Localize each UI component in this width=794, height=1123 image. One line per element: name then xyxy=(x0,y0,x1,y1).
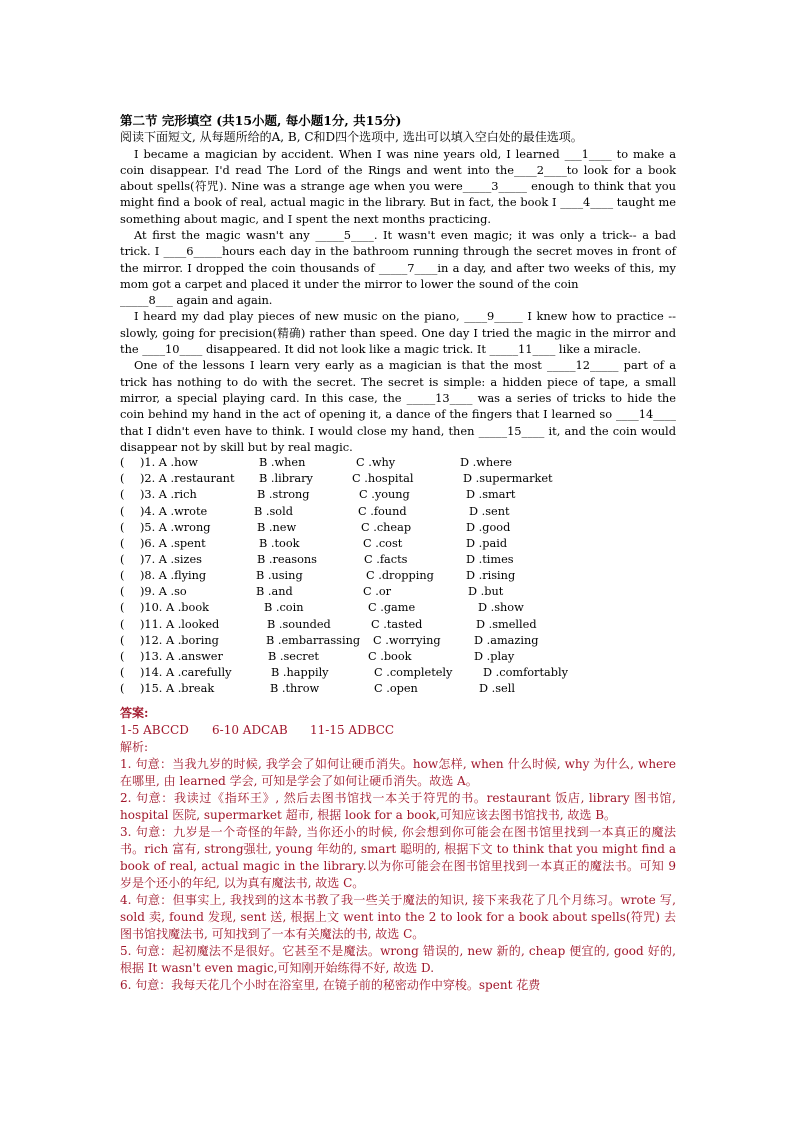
option-a: )15. A .break xyxy=(140,682,215,696)
option-b: B .took xyxy=(259,536,300,550)
passage-paragraph-5: One of the lessons I learn very early as a magician is that the most _____12_____ part of a trick has nothing to do with the secret. The secret is simple: a hidden piece of tape, a small mirror, a special playing card. In this case, the _____13____ was a series of tricks to hide the coin behind my hand in the act of opening it, a dance of the fingers that I learned so ____14____ that I didn't even have to think. I would close my hand, then _____15____ it, and the coin would disappear not by skill but by real magic. xyxy=(120,358,676,454)
option-d: D .paid xyxy=(466,536,508,550)
option-a: )11. A .looked xyxy=(140,617,220,631)
option-c: C .found xyxy=(358,504,407,518)
option-d: D .sent xyxy=(469,504,510,518)
option-row-14 xyxy=(120,665,676,681)
option-a: )6. A .spent xyxy=(140,536,206,550)
option-d: D .comfortably xyxy=(483,665,568,679)
option-b: B .and xyxy=(256,585,293,599)
option-a: )10. A .book xyxy=(140,601,209,615)
option-b: B .new xyxy=(257,520,297,534)
option-b: B .embarrassing xyxy=(266,633,361,647)
option-row-1 xyxy=(120,455,676,471)
answer-group-3: 11-15 ADBCC xyxy=(310,723,395,738)
option-a: )1. A .how xyxy=(140,456,198,470)
explanation-item-1: 1. 句意：当我九岁的时候, 我学会了如何让硬币消失。how怎样, when 什么时候, why 为什么, where 在哪里, 由 learned 学会, 可知是学会了如何让硬币消失。故选 A。 xyxy=(120,757,676,789)
answer-groups xyxy=(120,722,676,739)
option-b: B .secret xyxy=(268,649,319,663)
option-b: B .reasons xyxy=(257,552,317,566)
option-c: C .game xyxy=(368,601,416,615)
option-d: D .show xyxy=(478,601,524,615)
option-row-4 xyxy=(120,504,676,520)
option-c: C .facts xyxy=(364,552,408,566)
option-d: D .smart xyxy=(466,488,516,502)
option-d: D .supermarket xyxy=(463,472,553,486)
answer-paren: ( xyxy=(120,601,125,615)
explanation-item-2: 2. 句意：我读过《指环王》, 然后去图书馆找一本关于符咒的书。restaurant 饭店, library 图书馆, hospital 医院, supermarket 超市, 根据 look for a book,可知应该去图书馆找书, 故选 B。 xyxy=(120,791,676,823)
option-row-12 xyxy=(120,633,676,649)
passage-paragraph-3: _____8___ again and again. xyxy=(120,293,273,308)
option-b: B .happily xyxy=(271,665,329,679)
option-c: C .book xyxy=(368,649,412,663)
option-b: B .throw xyxy=(270,682,320,696)
answer-paren: ( xyxy=(120,504,125,518)
option-b: B .sounded xyxy=(267,617,331,631)
option-b: B .when xyxy=(259,456,306,470)
option-a: )12. A .boring xyxy=(140,633,219,647)
option-row-6 xyxy=(120,536,676,552)
explanation-item-5: 5. 句意：起初魔法不是很好。它甚至不是魔法。wrong 错误的, new 新的, cheap 便宜的, good 好的, 根据 It wasn't even magic,可知刚开始练得不好, 故选 D. xyxy=(120,944,676,976)
option-row-9 xyxy=(120,584,676,600)
passage-paragraph-2: At first the magic wasn't any _____5____. It wasn't even magic; it was only a trick-- a bad trick. I ____6_____hours each day in the bathroom running through the secret moves in front of the mirror. I dropped the coin thousands of _____7____in a day, and after two weeks of this, my mom got a carpet and placed it under the mirror to lower the sound of the coin xyxy=(120,227,676,291)
option-d: D .sell xyxy=(479,682,515,696)
option-row-15 xyxy=(120,681,676,697)
option-b: B .strong xyxy=(257,488,310,502)
explanation-item-4: 4. 句意：但事实上, 我找到的这本书教了我一些关于魔法的知识, 接下来我花了几个月练习。wrote 写, sold 卖, found 发现, sent 送, 根据上文 went into the 2 to look for a book about spells(符咒) 去图书馆找魔法书, 可知找到了一本有关魔法的书, 故选 C。 xyxy=(120,893,676,942)
option-c: C .why xyxy=(356,456,396,470)
answer-paren: ( xyxy=(120,569,125,583)
explanation-item-6: 6. 句意：我每天花几个小时在浴室里, 在镜子前的秘密动作中穿梭。spent 花费 xyxy=(120,978,541,993)
option-row-3 xyxy=(120,487,676,503)
option-d: D .where xyxy=(460,456,512,470)
worksheet-page xyxy=(120,112,676,994)
option-b: B .using xyxy=(256,569,303,583)
option-row-5 xyxy=(120,520,676,536)
answer-paren: ( xyxy=(120,617,125,631)
answer-heading: 答案: xyxy=(120,706,149,721)
option-a: )7. A .sizes xyxy=(140,552,202,566)
option-d: D .amazing xyxy=(474,633,539,647)
answer-paren: ( xyxy=(120,682,125,696)
option-d: D .play xyxy=(474,649,515,663)
option-c: C .worrying xyxy=(373,633,441,647)
option-row-13 xyxy=(120,649,676,665)
options-list xyxy=(120,455,676,697)
option-a: )13. A .answer xyxy=(140,649,223,663)
explanation-heading: 解析: xyxy=(120,740,149,755)
option-a: )14. A .carefully xyxy=(140,665,232,679)
answer-paren: ( xyxy=(120,633,125,647)
option-d: D .smelled xyxy=(476,617,537,631)
option-a: )5. A .wrong xyxy=(140,520,211,534)
option-d: D .but xyxy=(468,585,504,599)
option-c: C .cheap xyxy=(361,520,412,534)
answer-paren: ( xyxy=(120,585,125,599)
option-d: D .good xyxy=(466,520,511,534)
option-row-7 xyxy=(120,552,676,568)
answer-paren: ( xyxy=(120,456,125,470)
answer-paren: ( xyxy=(120,536,125,550)
passage xyxy=(120,146,676,456)
explanation xyxy=(120,739,676,994)
section-title: 第二节 完形填空 (共15小题, 每小题1分, 共15分) xyxy=(120,113,402,128)
answer-paren: ( xyxy=(120,552,125,566)
option-a: )4. A .wrote xyxy=(140,504,208,518)
option-row-11 xyxy=(120,617,676,633)
answer-key xyxy=(120,705,676,739)
option-row-10 xyxy=(120,600,676,616)
option-c: C .dropping xyxy=(366,569,434,583)
option-a: )9. A .so xyxy=(140,585,187,599)
answer-paren: ( xyxy=(120,488,125,502)
passage-paragraph-1: I became a magician by accident. When I was nine years old, I learned ___1____ to make a coin disappear. I'd read The Lord of the Rings and went into the____2____to look for a book about spells(符咒). Nine was a strange age when you were_____3_____ enough to think that you might find a book of real, actual magic in the library. But in fact, the book I ____4____ taught me something about magic, and I spent the next months practicing. xyxy=(120,146,676,226)
option-b: B .coin xyxy=(264,601,304,615)
answer-paren: ( xyxy=(120,649,125,663)
instruction: 阅读下面短文, 从每题所给的A, B, C和D四个选项中, 选出可以填入空白处的最佳选项。 xyxy=(120,130,583,144)
option-c: C .hospital xyxy=(352,472,414,486)
option-row-8 xyxy=(120,568,676,584)
option-d: D .times xyxy=(466,552,514,566)
answer-paren: ( xyxy=(120,665,125,679)
option-b: B .sold xyxy=(254,504,293,518)
option-b: B .library xyxy=(259,472,313,486)
answer-paren: ( xyxy=(120,520,125,534)
option-c: C .open xyxy=(374,682,418,696)
answer-paren: ( xyxy=(120,472,125,486)
option-c: C .cost xyxy=(363,536,403,550)
option-c: C .completely xyxy=(374,665,453,679)
option-a: )8. A .flying xyxy=(140,569,207,583)
option-a: )3. A .rich xyxy=(140,488,197,502)
option-d: D .rising xyxy=(466,569,516,583)
option-c: C .tasted xyxy=(371,617,423,631)
option-c: C .young xyxy=(359,488,410,502)
passage-paragraph-4: I heard my dad play pieces of new music on the piano, ____9_____ I knew how to practice --slowly, going for precision(精确) rather than speed. One day I tried the magic in the mirror and the ____10____ disappeared. It did not look like a magic trick. It _____11____ like a miracle. xyxy=(120,309,676,357)
answer-group-1: 1-5 ABCCD xyxy=(120,723,189,738)
answer-group-2: 6-10 ADCAB xyxy=(212,723,288,738)
option-row-2 xyxy=(120,471,676,487)
option-c: C .or xyxy=(363,585,392,599)
option-a: )2. A .restaurant xyxy=(140,472,235,486)
explanation-item-3: 3. 句意：九岁是一个奇怪的年龄, 当你还小的时候, 你会想到你可能会在图书馆里找到一本真正的魔法书。rich 富有, strong强壮, young 年幼的, smart 聪明的, 根据下文 to think that you might find a book of real, actual magic in the library.以为你可能会在图书馆里找到一本真正的魔法书。可知 9 岁是个还小的年纪, 以为真有魔法书, 故选 C。 xyxy=(120,825,676,891)
